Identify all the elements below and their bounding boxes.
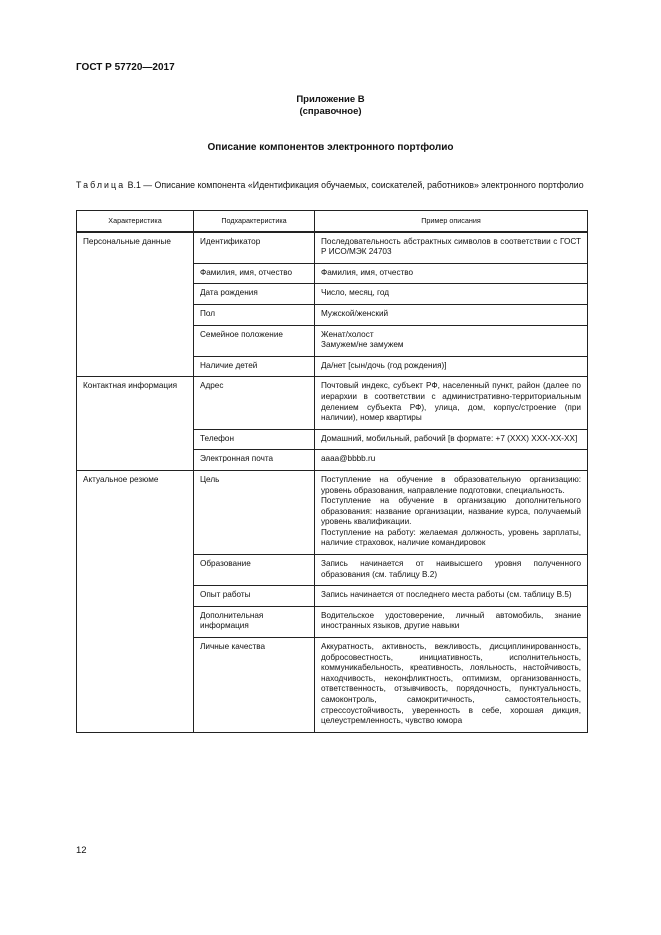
page-number: 12: [76, 845, 87, 856]
example-cell: [315, 638, 588, 733]
subcharacteristic-cell: Идентификатор: [194, 232, 315, 264]
example-line: Фамилия, имя, отчество: [321, 267, 414, 277]
table-caption-label: Таблица: [76, 180, 126, 190]
subcharacteristic-cell: Телефон: [194, 429, 315, 450]
subcharacteristic-cell: Семейное положение: [194, 325, 315, 356]
example-line: Аккуратность, активность, вежливость, дисциплинированность, добросовестность, инициативность, исполнительность, коммуникабельность, креативность, лояльность, настойчивость, находчивость, неконфликтность, оптимизм, организованность, ответственность, отзывчивость, порядочность, пунктуальность, самоконтроль, самокритичность, самостоятельность, стрессоустойчивость, уверенность в себе, хорошая дикция, целеустремленность, чувство юмора: [321, 642, 581, 726]
subcharacteristic-cell: Образование: [194, 555, 315, 586]
example-cell: [315, 377, 588, 429]
example-line: Домашний, мобильный, рабочий [в формате: +7 (XXX) XXX-XX-XX]: [321, 433, 578, 443]
table-caption-text: В.1 — Описание компонента «Идентификация обучаемых, соискателей, работников» электронного портфолио: [127, 180, 584, 190]
example-line: Почтовый индекс, субъект РФ, населенный пункт, район (далее по иерархии в соответствии с административно-территориальным делением субъекта РФ), улица, дом, корпус/строение (при наличии), номер квартиры: [321, 381, 581, 423]
example-cell: [315, 325, 588, 356]
header-subcharacteristic: Подхарактеристика: [194, 211, 315, 232]
example-line: Поступление на обучение в организацию дополнительного образования: название организации, название курса, получаемый уровень квалификации.: [321, 496, 581, 527]
subcharacteristic-cell: Дата рождения: [194, 284, 315, 305]
example-line: Мужской/женский: [321, 308, 389, 318]
example-cell: [315, 356, 588, 377]
subcharacteristic-cell: Наличие детей: [194, 356, 315, 377]
example-cell: [315, 232, 588, 264]
table-body: [77, 232, 588, 733]
subcharacteristic-cell: Опыт работы: [194, 586, 315, 607]
example-cell: [315, 284, 588, 305]
characteristic-cell: Персональные данные: [77, 232, 194, 377]
appendix-subtitle: (справочное): [299, 106, 362, 117]
portfolio-table: [76, 210, 588, 733]
example-line: aaaa@bbbb.ru: [321, 454, 376, 464]
example-line: Замужем/не замужем: [321, 340, 404, 350]
subcharacteristic-cell: Адрес: [194, 377, 315, 429]
example-cell: [315, 263, 588, 284]
example-line: Поступление на работу: желаемая должность, уровень зарплаты, наличие страховок, наличие командировок: [321, 527, 581, 548]
subcharacteristic-cell: Цель: [194, 470, 315, 554]
example-cell: [315, 586, 588, 607]
subcharacteristic-cell: Пол: [194, 304, 315, 325]
subcharacteristic-cell: Дополнительная информация: [194, 606, 315, 637]
table-row: [77, 232, 588, 264]
example-line: Женат/холост: [321, 329, 374, 339]
example-cell: [315, 470, 588, 554]
characteristic-cell: Актуальное резюме: [77, 470, 194, 732]
table-row: [77, 470, 588, 554]
example-cell: [315, 555, 588, 586]
example-cell: [315, 304, 588, 325]
table-header-row: [77, 211, 588, 232]
document-header: ГОСТ Р 57720—2017: [76, 62, 175, 73]
header-example: Пример описания: [315, 211, 588, 232]
table-row: [77, 377, 588, 429]
example-cell: [315, 429, 588, 450]
example-line: Да/нет [сын/дочь (год рождения)]: [321, 360, 447, 370]
appendix-title: Приложение В: [296, 94, 365, 105]
header-characteristic: Характеристика: [77, 211, 194, 232]
example-cell: [315, 450, 588, 471]
example-line: Поступление на обучение в образовательную организацию: уровень образования, направление подготовки, специальность.: [321, 474, 581, 495]
subcharacteristic-cell: Личные качества: [194, 638, 315, 733]
table-caption: [76, 179, 590, 191]
subcharacteristic-cell: Фамилия, имя, отчество: [194, 263, 315, 284]
example-line: Водительское удостоверение, личный автомобиль, знание иностранных языков, другие навыки: [321, 610, 581, 631]
example-line: Запись начинается от последнего места работы (см. таблицу В.5): [321, 590, 572, 600]
characteristic-cell: Контактная информация: [77, 377, 194, 471]
example-line: Запись начинается от наивысшего уровня полученного образования (см. таблицу В.2): [321, 559, 581, 579]
example-line: Последовательность абстрактных символов в соответствии с ГОСТ Р ИСО/МЭК 24703: [321, 236, 581, 257]
example-line: Число, месяц, год: [321, 288, 390, 298]
section-title: Описание компонентов электронного портфолио: [207, 142, 454, 153]
subcharacteristic-cell: Электронная почта: [194, 450, 315, 471]
example-cell: [315, 606, 588, 637]
